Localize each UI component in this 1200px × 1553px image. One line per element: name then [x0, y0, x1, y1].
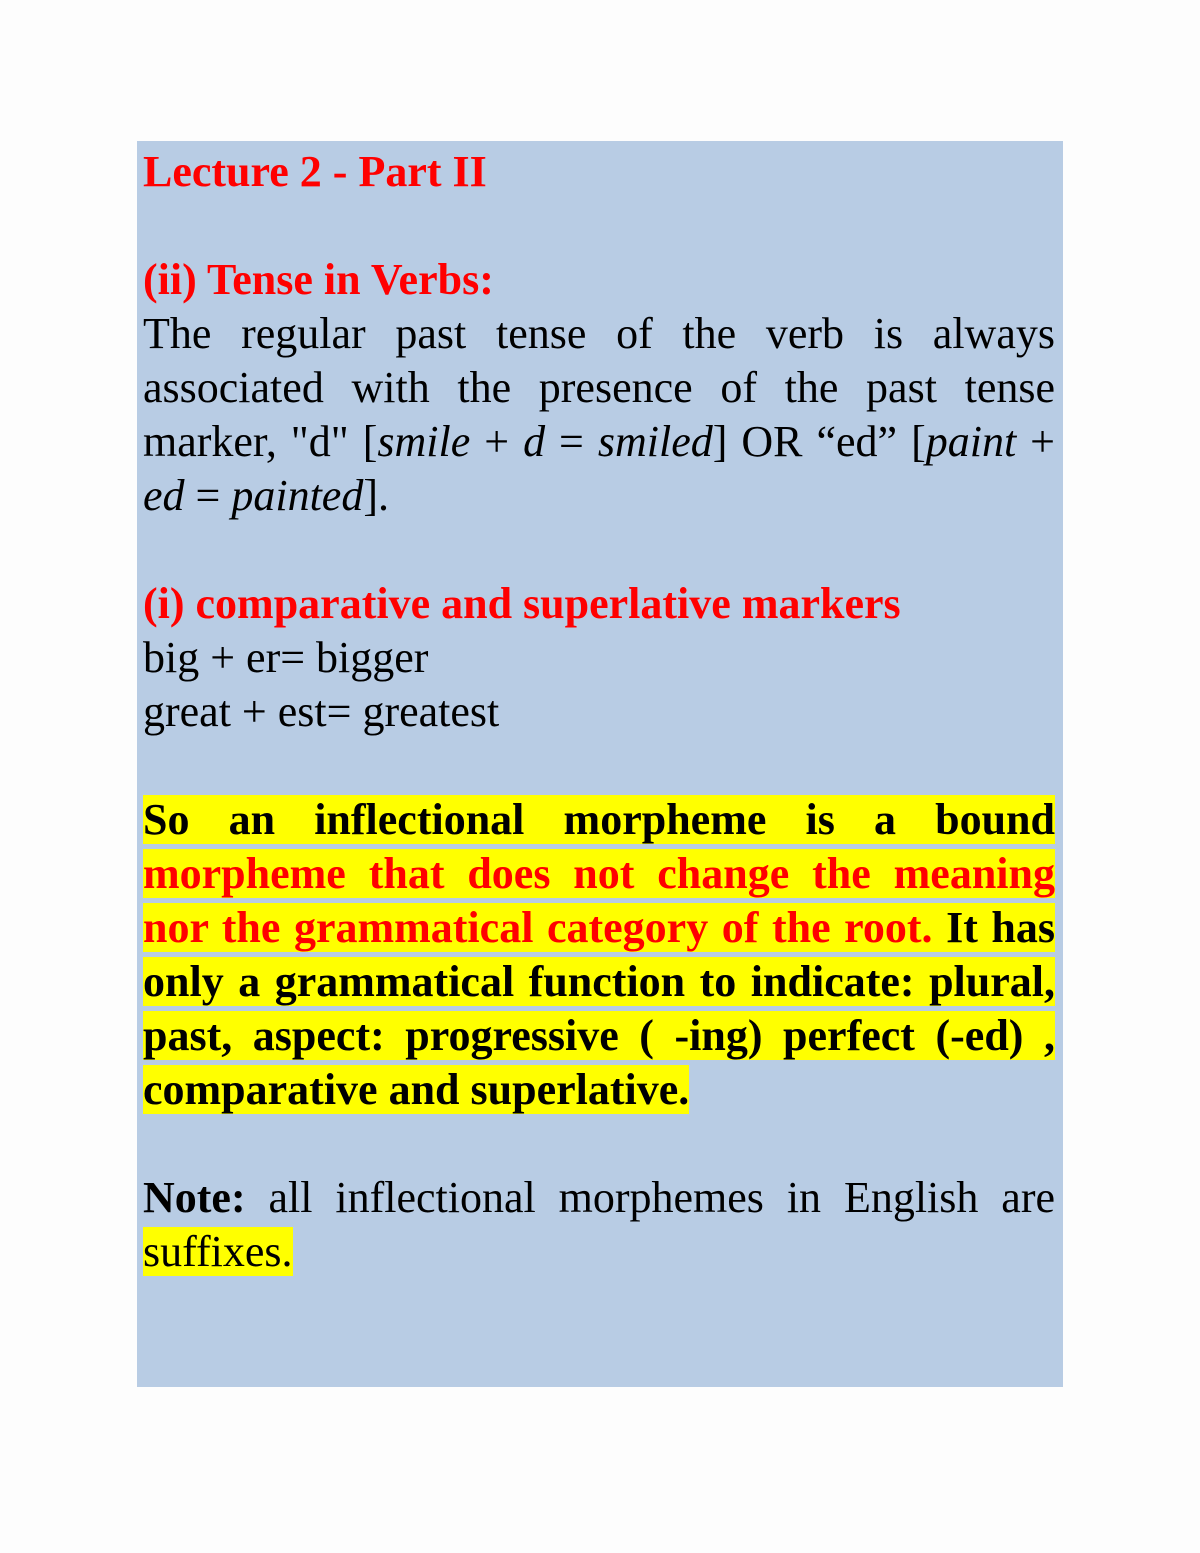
note-label: Note: [143, 1173, 246, 1222]
definition-intro: So an inflectional morpheme is a bound [143, 795, 1055, 844]
spacer [143, 523, 1055, 577]
definition-emphasis: morpheme that does not change the meaning nor the grammatical category of the root. [143, 849, 1055, 952]
example-d: d [523, 417, 546, 466]
example-smile: smile [377, 417, 471, 466]
tense-paragraph [143, 307, 1055, 523]
note-paragraph [143, 1171, 1055, 1279]
note-suffixes: suffixes. [143, 1227, 293, 1276]
plus-sign: + [1016, 417, 1055, 466]
lecture-title: Lecture 2 - Part II [143, 147, 487, 196]
tense-or-text: ] OR “ed” [ [712, 417, 926, 466]
tense-text: The regular past tense of the verb is always associated with the presence of the past tense marker, "d" [ [143, 309, 1055, 466]
note-text: all inflectional morphemes in English are [245, 1173, 1055, 1222]
spacer [143, 199, 1055, 253]
tense-end-text: ]. [363, 471, 389, 520]
superlative-example-2: great + est= greatest [143, 687, 500, 736]
equals-sign: = [184, 471, 232, 520]
example-smiled: smiled [597, 417, 713, 466]
comparative-example-1: big + er= bigger [143, 633, 429, 682]
example-painted: painted [231, 471, 364, 520]
tense-heading: (ii) Tense in Verbs: [143, 255, 494, 304]
slide-background [137, 141, 1063, 1387]
definition-paragraph [143, 793, 1055, 1117]
spacer [143, 739, 1055, 793]
slide-content [143, 141, 1055, 1279]
spacer [143, 1117, 1055, 1171]
comparative-heading: (i) comparative and superlative markers [143, 579, 901, 628]
example-ed: ed [143, 471, 185, 520]
definition-function: It has only a grammatical function to indicate: plural, past, aspect: progressive ( -ing) perfect (-ed) , comparative and superlative. [143, 903, 1055, 1114]
example-paint: paint [925, 417, 1017, 466]
plus-sign: + [470, 417, 524, 466]
equals-sign: = [545, 417, 598, 466]
